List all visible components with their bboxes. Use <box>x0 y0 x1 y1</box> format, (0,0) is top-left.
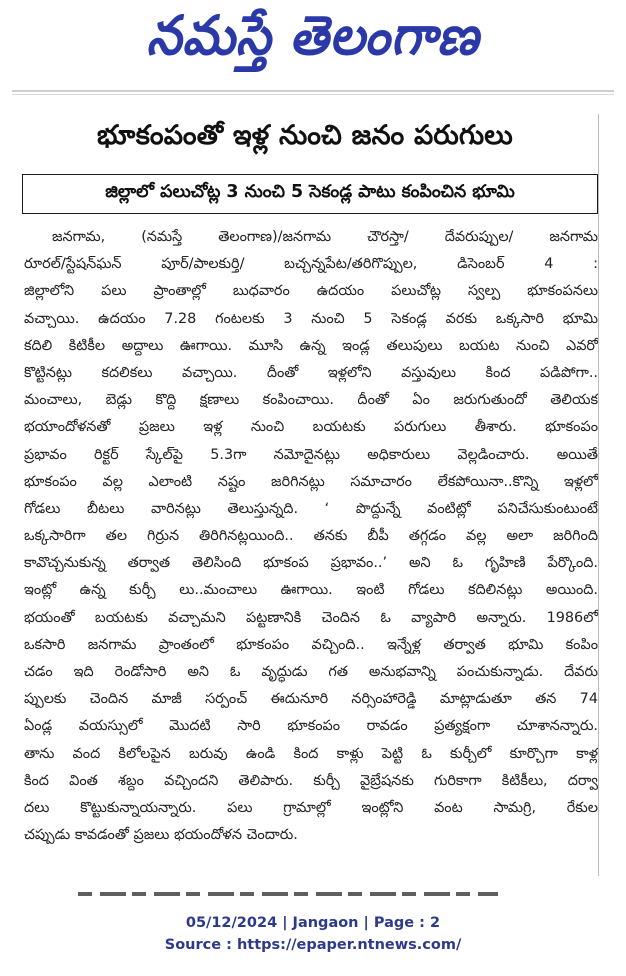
body-line: భూకంపం వల్ల ఎలాంటి నష్టం జరిగినట్లు సమాచారం లేకపోయినా..కొన్ని ఇళ్లలో <box>24 473 598 490</box>
body-line: భయంతో బయటకు వచ్చామని పట్టణానికి చెందిన ఓ వ్యాపారి అన్నారు. 1986లో <box>24 609 598 626</box>
page-footer <box>0 912 626 956</box>
masthead <box>0 0 626 84</box>
body-line: ప్రభావం రిక్టర్ స్కేల్‌పై 5.3గా నమోదైనట్లు అధికారులు వెల్లడించారు. అయితే <box>24 446 598 463</box>
body-line: ఒకసారి జనగామ ప్రాంతంలో భూకంపం వచ్చింది.. ఇన్నేళ్ల తర్వాత భూమి కంపిం <box>24 636 598 653</box>
cropped-next-headline <box>78 890 498 898</box>
body-line: రూరల్/స్టేషన్‌ఘన్ పూర్/పాలకుర్తి/ బచ్చన్నపేట/తరిగొప్పుల, డిసెంబర్ 4 : <box>24 256 598 273</box>
body-line: కొట్టినట్లు కదలికలు వచ్చాయి. దీంతో ఇళ్లలోని వస్తువులు కింద పడిపోగా.. <box>24 364 598 381</box>
article-subheadline: జిల్లాలో పలుచోట్ల 3 నుంచి 5 సెకండ్ల పాటు కంపించిన భూమి <box>105 182 515 202</box>
body-line: జనగామ, (నమస్తే తెలంగాణ)/జనగామ చౌరస్తా/ దేవరుప్పుల/ జనగామ <box>52 229 598 245</box>
body-line: ఏండ్ల వయస్సులో మొదటి సారి భూకంపం రావడం ప్రత్యక్షంగా చూశానన్నారు. <box>24 718 598 735</box>
body-line: చప్పుడు కావడంతో ప్రజలు భయందోళన చెందారు. <box>24 827 298 844</box>
article-headline: భూకంపంతో ఇళ్ల నుంచి జనం పరుగులు <box>97 120 513 151</box>
body-line: జిల్లాలోని పలు ప్రాంతాల్లో బుధవారం ఉదయం పలుచోట్ల స్వల్ప భూకంపనలు <box>24 283 598 300</box>
body-line: మంచాలు, బెడ్లు కొద్ది క్షణాలు కంపించాయి. దీంతో ఏం జరుగుతుందో తెలియక <box>24 392 598 409</box>
body-line: కింద వింత శబ్దం వచ్చిందని తెలిపారు. కుర్చీ వైబ్రేషనకు గురికాగా కిటికీలు, దర్వా <box>24 772 598 789</box>
body-line: తాను వంద కిలోలపైన బరువు ఉండి కింద కాళ్లు పెట్టి ఓ కుర్చీలో కూర్చొగా కాళ్ల <box>24 745 598 762</box>
body-line: కదిలి కిటికీల అద్దాలు ఊగాయి. మూసి ఉన్న ఇండ్ల తలుపులు బయట నుంచి ఎవరో <box>24 337 598 354</box>
article <box>12 114 599 876</box>
source-link[interactable]: Source : https://epaper.ntnews.com/ <box>164 937 462 953</box>
subheadline-box <box>22 174 598 214</box>
body-line: చడం ఇది రెండోసారి అని ఓ వృద్ధుడు గత అనుభవాన్ని పంచుకున్నాడు. దేవరు <box>24 664 598 680</box>
body-line: కావొచ్చనుకున్న తర్వాత తెలిసింది భూకంప ప్రభావం..’ అని ఓ గృహిణి పేర్కొంది. <box>24 555 598 572</box>
body-line: భయాందోళనతో ప్రజలు ఇళ్ల నుంచి బయటకు పరుగులు తీశారు. భూకంపం <box>24 419 598 436</box>
masthead-divider <box>12 90 614 92</box>
body-line: ఇంట్లో ఉన్న కుర్చీ లు..మంచాలు ఊగాయి. ఇంటి గోడలు కదిలినట్లు అయింది. <box>24 582 598 599</box>
body-line: ఒక్కసారిగా తల గిర్రున తిరిగినట్లయింది.. తనకు బీపీ తగ్గడం వల్ల అలా జరిగింది <box>24 528 598 545</box>
article-body <box>12 224 598 849</box>
masthead-title: నమస్తే తెలంగాణ <box>146 3 480 67</box>
body-line: దలు కొట్టుకున్నాయన్నారు. పలు గ్రామాల్లో ఇంట్లోని వంట సామగ్రి, రేకుల <box>24 799 598 816</box>
edition-info: 05/12/2024 | Jangaon | Page : 2 <box>185 915 441 931</box>
body-line: వచ్చాయి. ఉదయం 7.28 గంటలకు 3 నుంచి 5 సెకండ్ల వరకు ఒక్కసారి భూమి <box>24 310 598 327</box>
body-line: గోడలు బీటలు వారినట్లు తెలుస్తున్నది. ‘ పొద్దున్నే వంటిట్లో పనిచేసుకుంటుంటే <box>24 500 598 517</box>
masthead-divider-thin <box>12 94 614 95</box>
body-line: ప్పులకు చెందిన మాజీ సర్పంచ్ ఈదునూరి నర్సింహారెడ్డి మాట్లాడుతూ తన 74 <box>24 691 598 708</box>
